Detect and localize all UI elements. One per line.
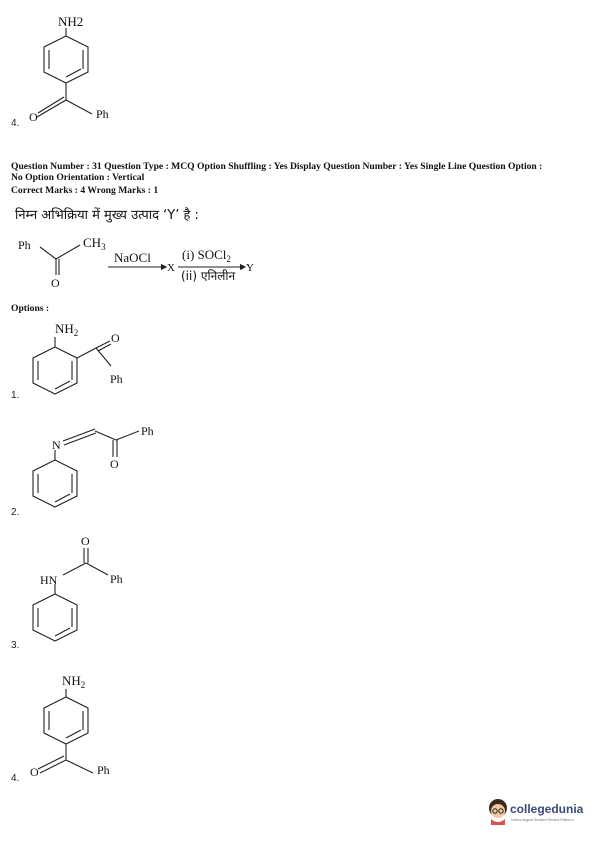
- svg-text:NH2: $NH_2$: [62, 673, 86, 690]
- student-mascot-icon: [486, 797, 510, 825]
- option-number: 2.: [11, 507, 20, 518]
- svg-text:HN: HN: [40, 573, 58, 587]
- question-meta-line-1: Question Number : 31 Question Type : MCQ Option Shuffling : Yes Display Question Number : Yes Single Line Question Option :: [11, 161, 543, 172]
- question-meta-line-2: No Option Orientation : Vertical: [11, 172, 145, 183]
- svg-text:(i) SOCl2: (i) SOCl$_2$: [182, 247, 231, 264]
- svg-text:Ph: Ph: [110, 372, 123, 386]
- structure-top-option-4: [0, 0, 595, 140]
- svg-text:Ph: Ph: [141, 424, 154, 438]
- svg-text:CH3: $CH_3$: [83, 235, 106, 252]
- option-number: 3.: [11, 640, 20, 651]
- option-number: 4.: [11, 118, 20, 129]
- option-number: 1.: [11, 390, 20, 401]
- svg-text:(ii) एनिलीन: (ii) एनिलीन: [181, 269, 236, 283]
- svg-text:O: O: [30, 765, 39, 779]
- svg-text:O: O: [111, 331, 120, 345]
- collegedunia-logo[interactable]: [486, 797, 586, 827]
- structure-option-2: [0, 420, 200, 510]
- svg-text:Ph: Ph: [110, 572, 123, 586]
- structure-option-1: [0, 315, 200, 400]
- svg-text:N: N: [52, 438, 61, 452]
- svg-text:O: O: [51, 276, 60, 290]
- svg-text:NH2: NH2: [58, 14, 84, 29]
- question-text: निम्न अभिक्रिया में मुख्य उत्पाद ‘Y’ है :: [15, 208, 199, 223]
- svg-text:NaOCl: NaOCl: [114, 250, 151, 265]
- svg-text:O: O: [29, 110, 38, 124]
- svg-text:Ph: Ph: [18, 238, 31, 252]
- reaction-scheme: [0, 225, 595, 295]
- structure-option-4: [0, 665, 200, 790]
- svg-text:Ph: Ph: [97, 763, 110, 777]
- option-number: 4.: [11, 773, 20, 784]
- logo-tagline: India's largest Student Review Platform: [511, 818, 574, 822]
- svg-text:NH2: $NH_2$: [55, 321, 79, 338]
- svg-text:Ph: Ph: [96, 107, 109, 121]
- structure-option-3: [0, 530, 200, 645]
- svg-text:Y: Y: [246, 262, 254, 274]
- marks-line: Correct Marks : 4 Wrong Marks : 1: [11, 185, 159, 196]
- svg-text:X: X: [167, 262, 175, 274]
- logo-wordmark: collegedunia: [510, 802, 584, 816]
- options-label: Options :: [11, 303, 50, 314]
- svg-text:O: O: [110, 457, 119, 471]
- svg-text:O: O: [81, 534, 90, 548]
